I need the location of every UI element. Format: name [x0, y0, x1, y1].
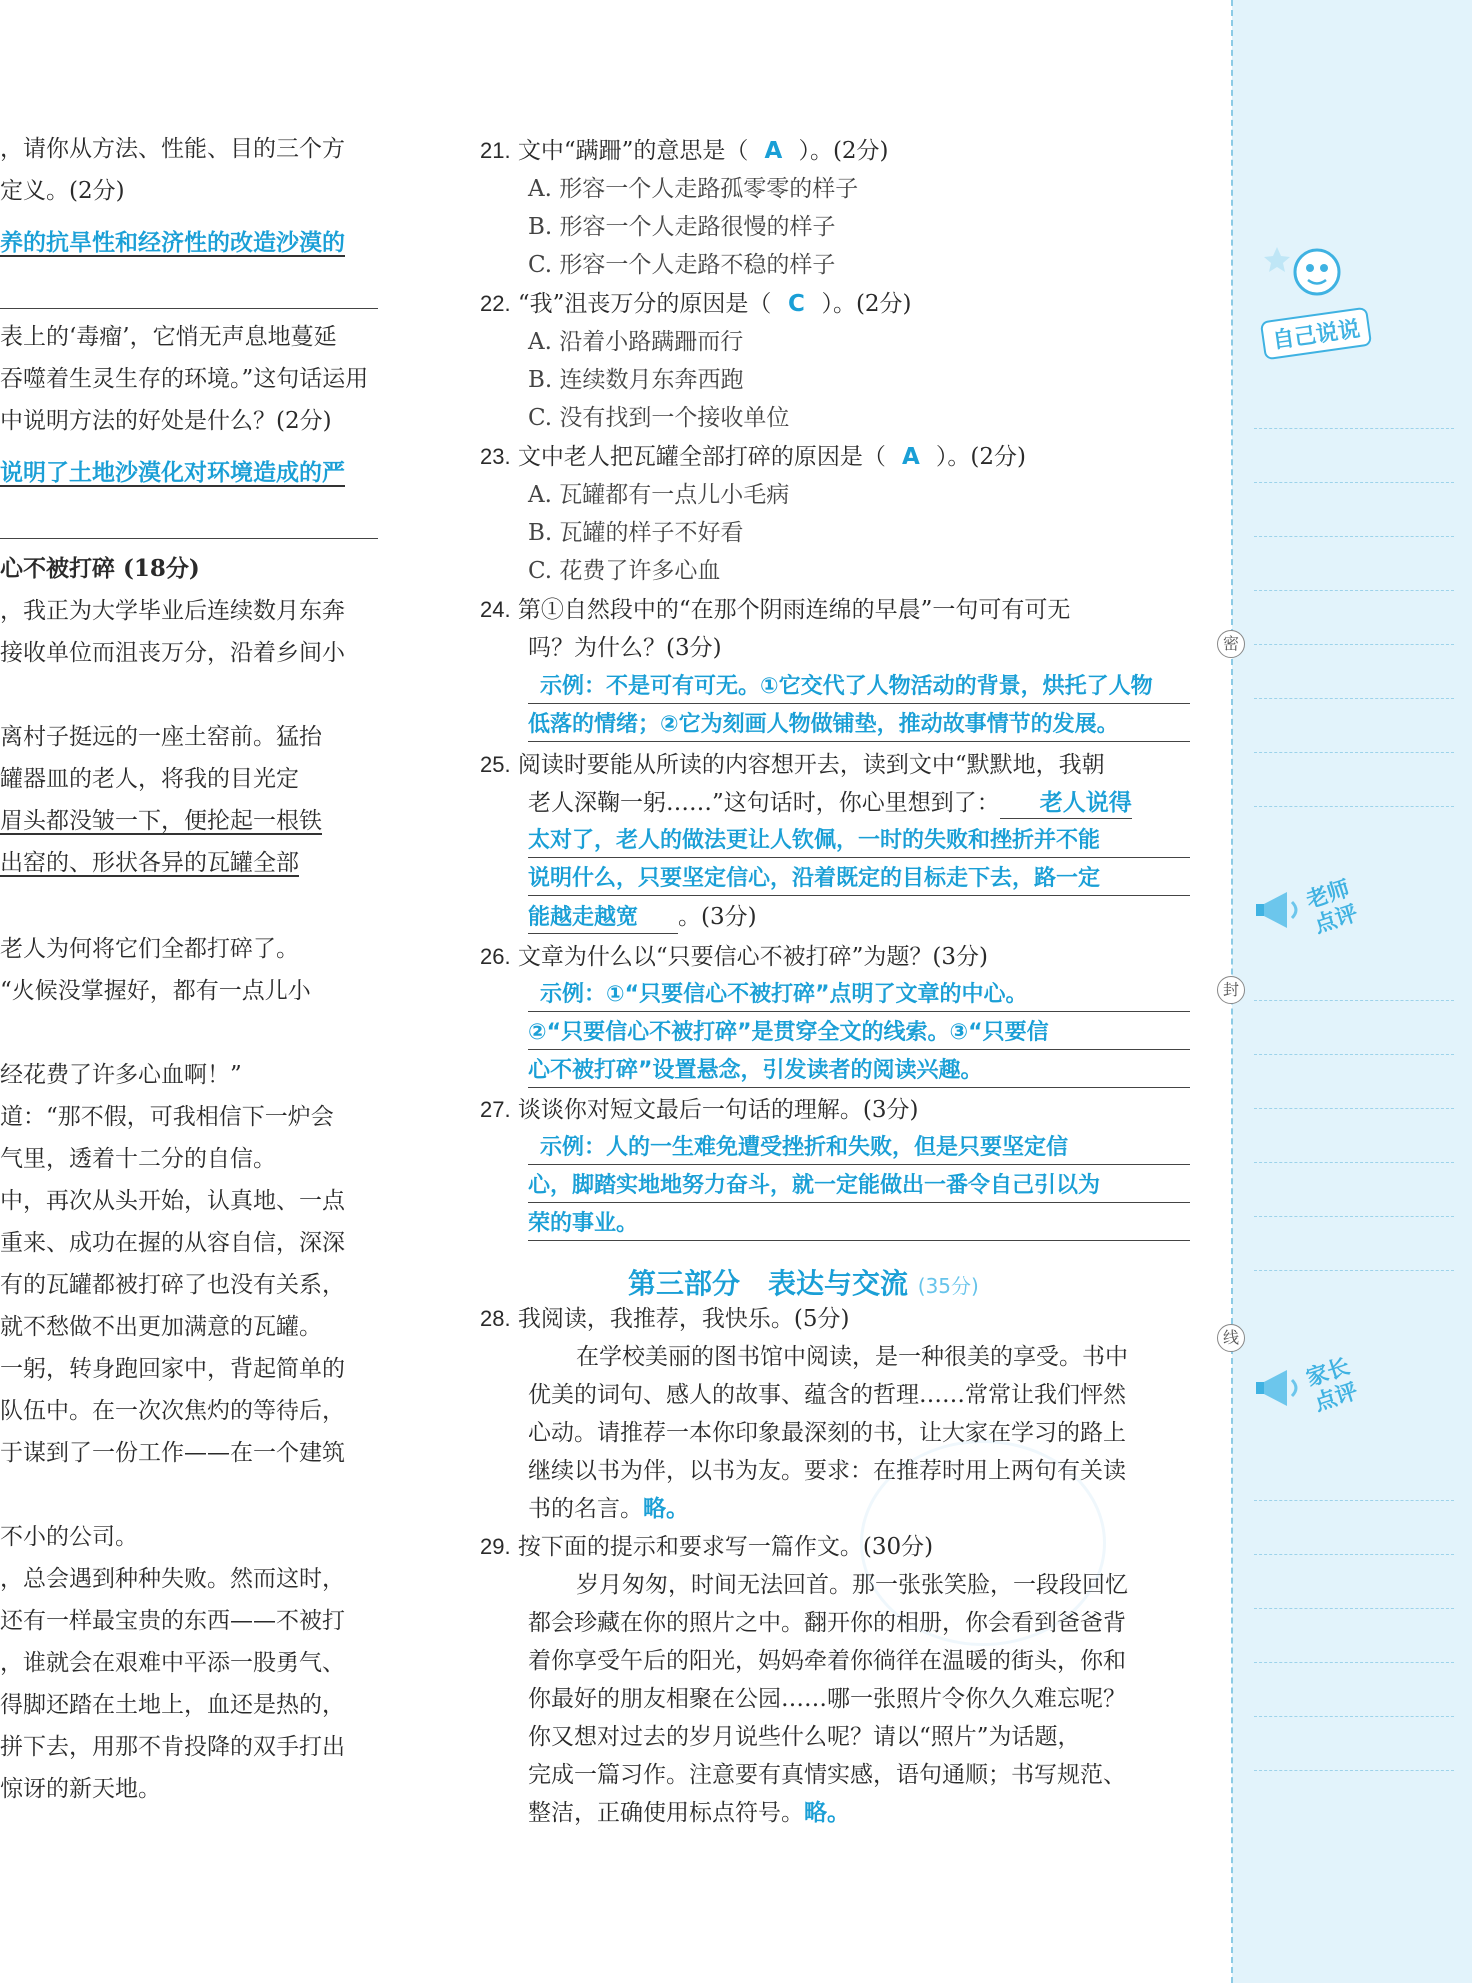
question-26 — [480, 942, 988, 972]
passage-line: 队伍中。在一次次焦灼的等待后， — [0, 1398, 345, 1424]
passage-line: 一躬，转身跑回家中，背起简单的 — [0, 1356, 345, 1382]
question-stem — [528, 788, 1132, 819]
passage-line: 出窑的、形状各异的瓦罐全部 — [0, 850, 299, 876]
question-stem: 吗？为什么？(3分) — [528, 635, 722, 661]
passage-line: 老人为何将它们全都打碎了。 — [0, 936, 299, 962]
teacher-comment-badge: 老师点评 — [1303, 876, 1361, 939]
answer-text: 低落的情绪；②它为刻画人物做铺垫，推动故事情节的发展。 — [528, 712, 1119, 737]
question-stem-cont: 老人深鞠一躬……”这句话时，你心里想到了： — [528, 790, 1000, 816]
question-number: 25. — [480, 752, 511, 777]
left-answer-line: 说明了土地沙漠化对环境造成的严 — [0, 460, 345, 486]
question-number: 24. — [480, 597, 511, 622]
choice-answer: C — [787, 291, 805, 317]
answer-text: 示例：人的一生难免遭受挫折和失败，但是只要坚定信 — [540, 1135, 1069, 1160]
prompt-text: 岁月匆匆，时间无法回首。那一张张笑脸，一段段回忆 — [576, 1572, 1128, 1598]
option: B. 瓦罐的样子不好看 — [528, 520, 744, 546]
comment-line — [1254, 428, 1454, 429]
answer-rule — [528, 1049, 1190, 1050]
seal-mark: 密 — [1217, 630, 1245, 658]
section-title-text: 第三部分 表达与交流 — [628, 1267, 909, 1300]
passage-line: 拼下去，用那不肯投降的双手打出 — [0, 1734, 345, 1760]
choice-answer: A — [764, 138, 783, 164]
passage-line: 气里，透着十二分的自信。 — [0, 1146, 276, 1172]
prompt-text: 整洁，正确使用标点符号。 — [528, 1800, 804, 1826]
answer-rule — [528, 741, 1190, 742]
answer-rule — [528, 895, 1190, 896]
answer-text: 心不被打碎”设置悬念，引发读者的阅读兴趣。 — [528, 1058, 983, 1083]
comment-line — [1254, 1662, 1454, 1663]
comment-line — [1254, 1608, 1454, 1609]
answer-rule — [528, 1202, 1190, 1203]
comment-line — [1254, 1770, 1454, 1771]
seal-mark: 封 — [1217, 976, 1245, 1004]
prompt-text: 都会珍藏在你的照片之中。翻开你的相册，你会看到爸爸背 — [528, 1610, 1126, 1636]
comment-line — [1254, 1000, 1454, 1001]
comment-line — [1254, 1162, 1454, 1163]
prompt-text: 书的名言。 — [528, 1496, 643, 1522]
passage-line: 重来、成功在握的从容自信，深深 — [0, 1230, 345, 1256]
answer-rule — [528, 1164, 1190, 1165]
question-stem: 按下面的提示和要求写一篇作文。(30分) — [517, 1534, 934, 1560]
comment-line — [1254, 590, 1454, 591]
prompt-text: 完成一篇习作。注意要有真情实感，语句通顺；书写规范、 — [528, 1762, 1126, 1788]
passage-line: 就不愁做不出更加满意的瓦罐。 — [0, 1314, 322, 1340]
question-points: ）。(2分) — [935, 444, 1026, 470]
passage-line: 接收单位而沮丧万分，沿着乡间小 — [0, 640, 345, 666]
answer-rule — [528, 1087, 1190, 1088]
prompt-last-line — [528, 1494, 689, 1524]
comment-line — [1254, 698, 1454, 699]
question-23 — [480, 442, 1026, 472]
question-stem: 文中老人把瓦罐全部打碎的原因是（ — [517, 444, 886, 470]
answer-rule — [528, 703, 1190, 704]
option: B. 形容一个人走路很慢的样子 — [528, 214, 836, 240]
mascot-icon — [1262, 232, 1362, 312]
left-line: 表上的‘毒瘤’，它悄无声息地蔓延 — [0, 324, 337, 350]
passage-line: 还有一样最宝贵的东西——不被打 — [0, 1608, 345, 1634]
question-stem: 我阅读，我推荐，我快乐。(5分) — [517, 1306, 850, 1332]
passage-line: 离村子挺远的一座土窑前。猛抬 — [0, 724, 322, 750]
comment-line — [1254, 1716, 1454, 1717]
prompt-text: 优美的词句、感人的故事、蕴含的哲理……常常让我们怦然 — [528, 1382, 1126, 1408]
answer-text: 荣的事业。 — [528, 1211, 639, 1236]
left-line: 定义。(2分) — [0, 178, 125, 204]
seal-mark: 线 — [1217, 1324, 1245, 1352]
passage-line: “火候没掌握好，都有一点儿小 — [0, 978, 311, 1004]
passage-line: 惊讶的新天地。 — [0, 1776, 161, 1802]
passage-line: 不小的公司。 — [0, 1524, 138, 1550]
question-points: 。(3分) — [678, 904, 757, 930]
passage-line: 得脚还踏在土地上，血还是热的， — [0, 1692, 345, 1718]
answer-text: 太对了，老人的做法更让人钦佩，一时的失败和挫折并不能 — [528, 828, 1101, 853]
question-22 — [480, 289, 912, 319]
passage-line: 中，再次从头开始，认真地、一点 — [0, 1188, 345, 1214]
question-stem: 第①自然段中的“在那个阴雨连绵的早晨”一句可有可无 — [517, 597, 1071, 623]
left-line: 吞噬着生灵生存的环境。”这句话运用 — [0, 366, 369, 392]
question-stem: “我”沮丧万分的原因是（ — [517, 291, 772, 317]
answer-text: 心，脚踏实地地努力奋斗，就一定能做出一番令自己引以为 — [528, 1173, 1101, 1198]
option: A. 瓦罐都有一点儿小毛病 — [528, 482, 790, 508]
answer-rule — [0, 308, 378, 309]
comment-line — [1254, 644, 1454, 645]
watermark-logo — [860, 1440, 1106, 1646]
answer-text: ②“只要信心不被打碎”是贯穿全文的线索。③“只要信 — [528, 1020, 1049, 1045]
left-line: ，请你从方法、性能、目的三个方 — [0, 136, 345, 162]
prompt-text: 你最好的朋友相聚在公园……哪一张照片令你久久难忘呢？ — [528, 1686, 1126, 1712]
option: C. 形容一个人走路不稳的样子 — [528, 252, 836, 278]
prompt-text: 着你享受午后的阳光，妈妈牵着你徜徉在温暖的街头，你和 — [528, 1648, 1126, 1674]
passage-line: ，谁就会在艰难中平添一股勇气、 — [0, 1650, 345, 1676]
passage-line: ，我正为大学毕业后连续数月东奔 — [0, 598, 345, 624]
passage-line: 经花费了许多心血啊！” — [0, 1062, 242, 1088]
answer-rule — [0, 538, 378, 539]
comment-line — [1254, 1500, 1454, 1501]
comment-line — [1254, 1216, 1454, 1217]
option: C. 没有找到一个接收单位 — [528, 405, 790, 431]
left-answer-line: 养的抗旱性和经济性的改造沙漠的 — [0, 230, 345, 256]
comment-line — [1254, 1554, 1454, 1555]
answer-text: 能越走越宽 — [528, 903, 678, 934]
comment-line — [1254, 752, 1454, 753]
section-title — [628, 1262, 979, 1302]
prompt-text: 心动。请推荐一本你印象最深刻的书，让大家在学习的路上 — [528, 1420, 1126, 1446]
comment-line — [1254, 1108, 1454, 1109]
comment-line — [1254, 1054, 1454, 1055]
passage-line: 罐器皿的老人，将我的目光定 — [0, 766, 299, 792]
question-28 — [480, 1304, 850, 1334]
answer-text: 说明什么，只要坚定信心，沿着既定的目标走下去，路一定 — [528, 866, 1101, 891]
question-stem: 谈谈你对短文最后一句话的理解。(3分) — [517, 1097, 919, 1123]
question-number: 22. — [480, 291, 511, 316]
passage-line: ，总会遇到种种失败。然而这时， — [0, 1566, 345, 1592]
passage-line: 有的瓦罐都被打碎了也没有关系， — [0, 1272, 345, 1298]
answer-rule — [528, 1240, 1190, 1241]
question-stem: 阅读时要能从所读的内容想开去，读到文中“默默地，我朝 — [517, 752, 1105, 778]
question-24 — [480, 595, 1070, 625]
parent-comment-badge: 家长点评 — [1303, 1354, 1361, 1417]
question-number: 29. — [480, 1534, 511, 1559]
answer-rule — [528, 857, 1190, 858]
answer-text: 略。 — [804, 1800, 850, 1826]
question-number: 27. — [480, 1097, 511, 1122]
passage-title: 心不被打碎 (18分) — [0, 555, 200, 582]
question-points: ）。(2分) — [821, 291, 912, 317]
comment-line — [1254, 536, 1454, 537]
comment-line — [1254, 806, 1454, 807]
question-number: 28. — [480, 1306, 511, 1331]
passage-line: 眉头都没皱一下，便抡起一根铁 — [0, 808, 322, 834]
option: A. 形容一个人走路孤零零的样子 — [528, 176, 859, 202]
section-points: (35分) — [917, 1274, 979, 1298]
question-stem: 文章为什么以“只要信心不被打碎”为题？(3分) — [517, 944, 989, 970]
question-25 — [480, 750, 1105, 780]
option: A. 沿着小路蹒跚而行 — [528, 329, 744, 355]
prompt-text: 你又想对过去的岁月说些什么呢？请以“照片”为话题， — [528, 1724, 1081, 1750]
comment-line — [1254, 482, 1454, 483]
comment-line — [1254, 1270, 1454, 1271]
answer-rule — [528, 1011, 1190, 1012]
prompt-text: 继续以书为伴，以书为友。要求：在推荐时用上两句有关读 — [528, 1458, 1126, 1484]
option: B. 连续数月东奔西跑 — [528, 367, 744, 393]
answer-text: 示例：不是可有可无。①它交代了人物活动的背景，烘托了人物 — [540, 674, 1153, 699]
question-27 — [480, 1095, 919, 1125]
passage-line: 于谋到了一份工作——在一个建筑 — [0, 1440, 345, 1466]
question-points: ）。(2分) — [798, 138, 889, 164]
question-number: 23. — [480, 444, 511, 469]
passage-line: 道：“那不假，可我相信下一炉会 — [0, 1104, 334, 1130]
question-number: 21. — [480, 138, 511, 163]
question-stem: 文中“蹒跚”的意思是（ — [517, 138, 749, 164]
prompt-last-line — [528, 1798, 850, 1828]
answer-text: 略。 — [643, 1496, 689, 1522]
question-number: 26. — [480, 944, 511, 969]
answer-last-line — [528, 902, 757, 934]
option: C. 花费了许多心血 — [528, 558, 721, 584]
choice-answer: A — [902, 444, 920, 470]
prompt-text: 在学校美丽的图书馆中阅读，是一种很美的享受。书中 — [576, 1344, 1128, 1370]
left-line: 中说明方法的好处是什么？(2分) — [0, 408, 332, 434]
answer-text: 老人说得 — [1000, 788, 1132, 819]
question-21 — [480, 136, 889, 166]
self-talk-badge: 自己说说 — [1260, 307, 1372, 361]
answer-text: 示例：①“只要信心不被打碎”点明了文章的中心。 — [540, 982, 1028, 1007]
